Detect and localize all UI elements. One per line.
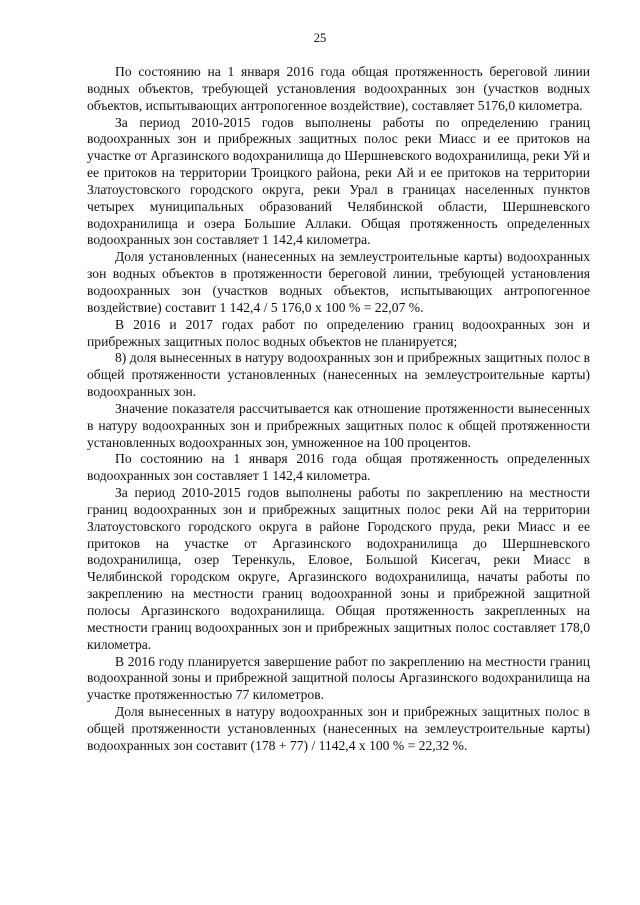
paragraph-established-zones-share: Доля установленных (нанесенных на землеустроительные карты) водоохранных зон водных объектов в протяженности береговой линии, требующей установления водоохранных зон (участков водных объектов, испытывающих антропогенное воздействие) составит 1 142,4 / 5 176,0 х 100 % = 22,07 %. bbox=[87, 249, 590, 315]
paragraph-indicator-calculation: Значение показателя рассчитывается как отношение протяженности вынесенных в натуру водоохранных зон и прибрежных защитных полос к общей протяженности установленных водоохранных зон, умноженное на 100 процентов. bbox=[87, 400, 590, 450]
paragraph-2016-2017-plans: В 2016 и 2017 годах работ по определению границ водоохранных зон и прибрежных защитных полос водных объектов не планируется; bbox=[87, 316, 590, 349]
paragraph-fixing-works-2010-2015: За период 2010-2015 годов выполнены работы по закреплению на местности границ водоохранных зон и прибрежных защитных полос реки Ай на территории Златоустовского городского округа в районе Городского пруда, реки Миасс и ее притоков на участке от Аргазинского водохранилища до Шершневского водохранилища, озер Теренкуль, Еловое, Большой Кисегач, реки Миасс в Челябинской городском округе, Аргазинского водохранилища, начаты работы по закреплению на местности границ водоохранной зоны и прибрежной защитной полосы Аргазинского водохранилища. Общая протяженность закрепленных на местности границ водоохранных зон и прибрежных защитных полос составляет 178,0 километра. bbox=[87, 485, 590, 652]
paragraph-2016-plans: В 2016 году планируется завершение работ по закреплению на местности границ водоохранной зоны и прибрежной защитной полосы Аргазинского водохранилища на участке протяженностью 77 километров. bbox=[87, 653, 590, 703]
paragraph-fixed-zones-share: Доля вынесенных в натуру водоохранных зон и прибрежных защитных полос в общей протяженности установленных (нанесенных на землеустроительные карты) водоохранных зон составит (178 + 77) / 1142,4 х 100 % = 22,32 %. bbox=[87, 704, 590, 753]
paragraph-indicator-8: 8) доля вынесенных в натуру водоохранных зон и прибрежных защитных полос в общей протяженности установленных (нанесенных на землеустроительные карты) водоохранных зон. bbox=[87, 350, 590, 400]
body-text bbox=[87, 64, 590, 755]
paragraph-shoreline-length: По состоянию на 1 января 2016 года общая протяженность береговой линии водных объектов, требующей установления водоохранных зон (участков водных объектов, испытывающих антропогенное воздействие), составляет 5176,0 километра. bbox=[87, 64, 590, 113]
paragraph-determined-zones-length: По состоянию на 1 января 2016 года общая протяженность определенных водоохранных зон составляет 1 142,4 километра. bbox=[87, 451, 590, 484]
page-number: 25 bbox=[313, 31, 327, 45]
paragraph-boundary-works-2010-2015: За период 2010-2015 годов выполнены работы по определению границ водоохранных зон и прибрежных защитных полос реки Миасс и ее притоков на участке от Аргазинского водохранилища до Шершневского водохранилища, реки Уй и ее притоков на территории Троицкого района, реки Ай и ее притоков на территории Златоустовского городского округа, реки Урал в границах населенных пунктов четырех муниципальных образований Челябинской области, Шершневского водохранилища и озера Большие Аллаки. Общая протяженность определенных водоохранных зон составляет 1 142,4 километра. bbox=[87, 114, 590, 248]
